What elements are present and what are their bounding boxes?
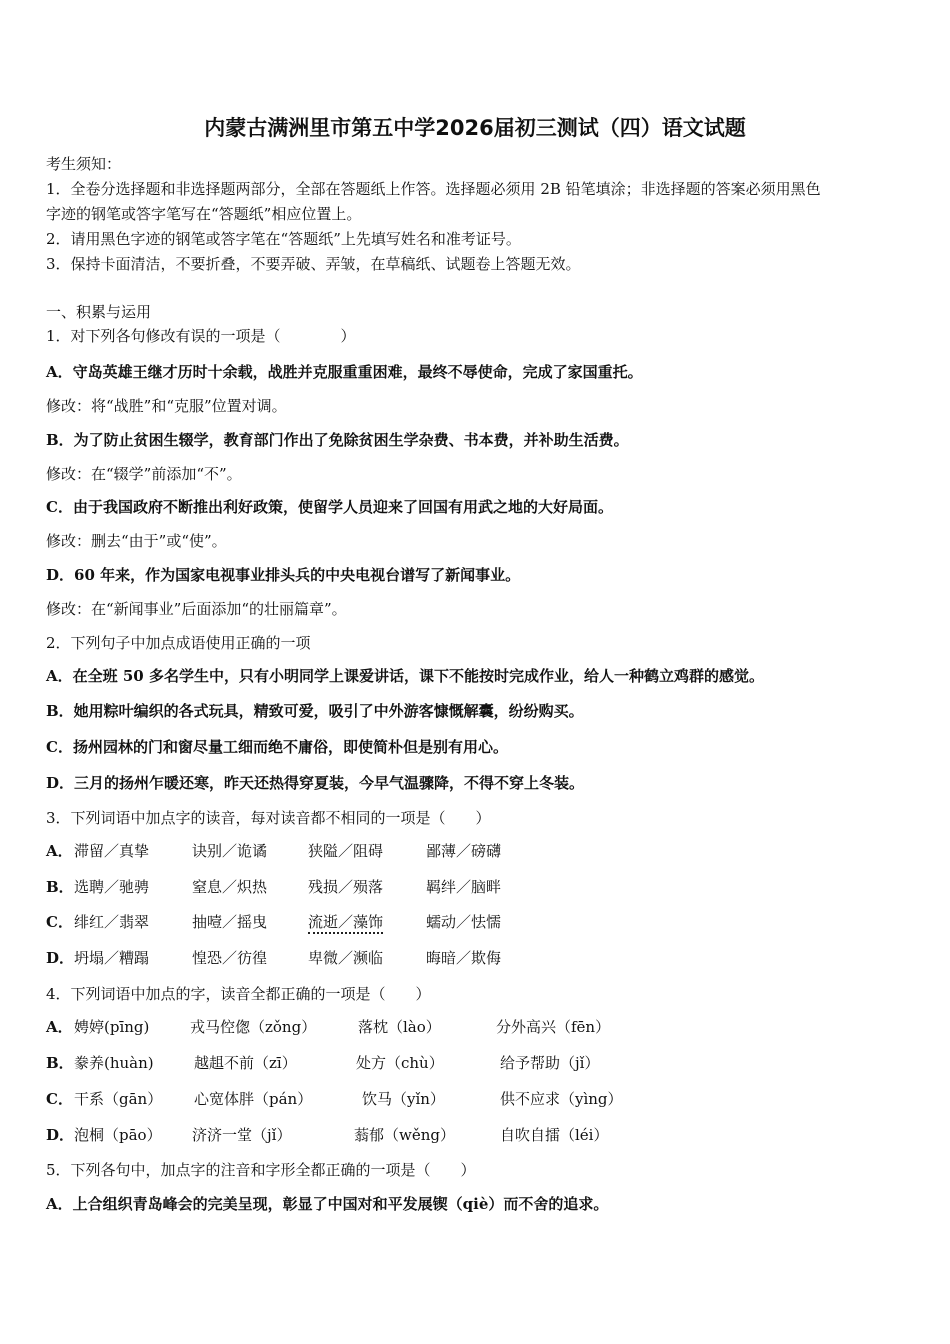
q3-word-pair: 残损／殒落	[308, 878, 384, 896]
q4-word: 济济一堂（jǐ）	[192, 1126, 292, 1144]
q5-option-a: A．上合组织青岛峰会的完美呈现，彰显了中国对和平发展锲（qiè）而不舍的追求。	[46, 1195, 609, 1213]
q2-option-d: D．三月的扬州乍暖还寒，昨天还热得穿夏装，今早气温骤降，不得不穿上冬装。	[46, 774, 585, 792]
q3-word-pair: 惶恐／彷徨	[192, 949, 268, 967]
q4-word: 处方（chù）	[356, 1054, 444, 1072]
notice-heading: 考生须知：	[46, 155, 122, 173]
q1-fix-c: 修改：删去“由于”或“使”。	[46, 532, 227, 550]
q3-word-pair: 羁绊／脑畔	[426, 878, 502, 896]
q4-word: 供不应求（yìng）	[500, 1090, 623, 1108]
q4-word: 分外高兴（fēn）	[496, 1018, 611, 1036]
q4-word: 心宽体胖（pán）	[194, 1090, 313, 1108]
section-heading: 一、积累与运用	[46, 303, 152, 321]
q1-option-c: C．由于我国政府不断推出利好政策，使留学人员迎来了回国有用武之地的大好局面。	[46, 498, 613, 516]
q1-fix-a: 修改：将“战胜”和“克服”位置对调。	[46, 397, 287, 415]
q5-stem: 5．下列各句中，加点字的注音和字形全都正确的一项是（ ）	[46, 1161, 476, 1179]
q1-option-a: A．守岛英雄王继才历时十余载，战胜并克服重重困难，最终不辱使命，完成了家国重托。	[46, 363, 643, 381]
q2-option-c: C．扬州园林的门和窗尽量工细而绝不庸俗，即使简朴但是别有用心。	[46, 738, 508, 756]
q4-row-label: A．	[46, 1018, 73, 1036]
q2-stem: 2．下列句子中加点成语使用正确的一项	[46, 634, 311, 652]
notice-line-3: 3．保持卡面清洁，不要折叠，不要弄破、弄皱，在草稿纸、试题卷上答题无效。	[46, 255, 581, 273]
q4-word: 自吹自擂（léi）	[500, 1126, 609, 1144]
q4-word: 泡桐（pāo）	[74, 1126, 162, 1144]
q3-word-pair: 绯红／翡翠	[74, 913, 150, 931]
q1-fix-d: 修改：在“新闻事业”后面添加“的壮丽篇章”。	[46, 600, 347, 618]
q4-word: 越趄不前（zī）	[194, 1054, 297, 1072]
q3-row-label: B．	[46, 878, 74, 896]
q4-word: 蓊郁（wěng）	[354, 1126, 455, 1144]
notice-line-1b: 字迹的钢笔或答字笔写在“答题纸”相应位置上。	[46, 205, 362, 223]
q1-option-d: D．60 年来，作为国家电视事业排头兵的中央电视台谱写了新闻事业。	[46, 566, 521, 584]
q4-word: 干系（gān）	[74, 1090, 163, 1108]
q3-word-pair: 卑微／濒临	[308, 949, 384, 967]
notice-line-1a: 1．全卷分选择题和非选择题两部分，全部在答题纸上作答。选择题必须用 2B 铅笔填涂；非选择题的答案必须用黑色	[46, 180, 821, 198]
q3-word-pair: 狭隘／阻碍	[308, 842, 384, 860]
q3-word-pair: 坍塌／糟蹋	[74, 949, 150, 967]
q3-word-pair: 鄙薄／磅礴	[426, 842, 502, 860]
q4-stem: 4．下列词语中加点的字，读音全都正确的一项是（ ）	[46, 985, 431, 1003]
q4-row-label: B．	[46, 1054, 74, 1072]
q3-row-label: D．	[46, 949, 75, 967]
q3-word-pair: 晦暗／欺侮	[426, 949, 502, 967]
q3-word-pair: 抽噎／摇曳	[192, 913, 268, 931]
q4-word: 戎马倥偬（zǒng）	[190, 1018, 317, 1036]
q3-word-pair: 诀别／诡谲	[192, 842, 268, 860]
q4-row-label: D．	[46, 1126, 75, 1144]
q3-word-pair: 蠕动／怯懦	[426, 913, 502, 931]
q1-stem: 1．对下列各句修改有误的一项是（ ）	[46, 327, 356, 345]
q4-word: 落枕（lào）	[358, 1018, 441, 1036]
page-title: 内蒙古满洲里市第五中学2026届初三测试（四）语文试题	[204, 116, 746, 140]
q2-option-a: A．在全班 50 多名学生中，只有小明同学上课爱讲话，课下不能按时完成作业，给人一种鹤立鸡群的感觉。	[46, 667, 764, 685]
q3-stem: 3．下列词语中加点字的读音，每对读音都不相同的一项是（ ）	[46, 809, 491, 827]
q4-word: 娉婷(pīng)	[74, 1018, 150, 1036]
q4-word: 豢养(huàn)	[74, 1054, 154, 1072]
q3-word-pair: 窒息／炽热	[192, 878, 268, 896]
q3-word-pair: 选聘／驰骋	[74, 878, 150, 896]
q1-option-b: B．为了防止贫困生辍学，教育部门作出了免除贫困生学杂费、书本费，并补助生活费。	[46, 431, 629, 449]
q1-fix-b: 修改：在“辍学”前添加“不”。	[46, 465, 242, 483]
q3-row-label: C．	[46, 913, 73, 931]
q4-word: 给予帮助（jǐ）	[500, 1054, 600, 1072]
q4-row-label: C．	[46, 1090, 73, 1108]
q3-word-pair: 流逝／藻饰	[308, 912, 383, 934]
q3-row-label: A．	[46, 842, 73, 860]
q3-word-pair: 滞留／真挚	[74, 842, 150, 860]
q4-word: 饮马（yǐn）	[362, 1090, 445, 1108]
q2-option-b: B．她用粽叶编织的各式玩具，精致可爱，吸引了中外游客慷慨解囊，纷纷购买。	[46, 702, 584, 720]
notice-line-2: 2．请用黑色字迹的钢笔或答字笔在“答题纸”上先填写姓名和准考证号。	[46, 230, 521, 248]
